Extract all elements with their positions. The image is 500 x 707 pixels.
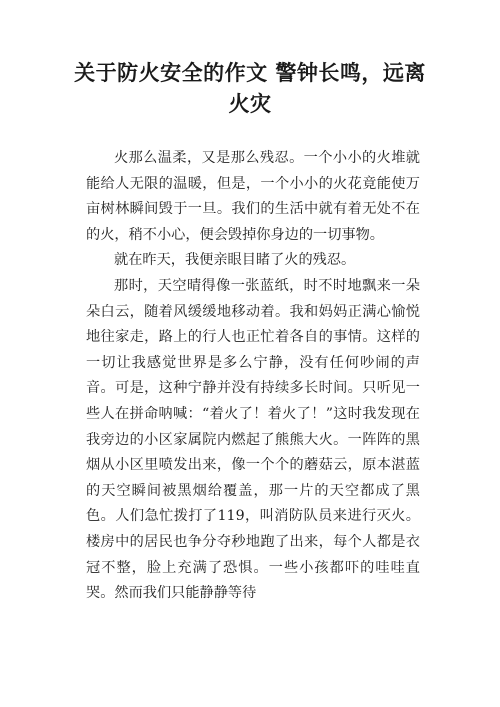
paragraph-1: 火那么温柔，又是那么残忍。一个小小的火堆就能给人无限的温暖，但是，一个小小的火花竟能使万亩树林瞬间毁于一旦。我们的生活中就有着无处不在的火，稍不小心，便会毁掉你身边的一切事物。: [86, 150, 420, 243]
document-title: 关于防火安全的作文 警钟长鸣，远离火灾: [74, 61, 426, 116]
paragraph-3: 那时，天空晴得像一张蓝纸，时不时地飘来一朵朵白云，随着风缓缓地移动着。我和妈妈正满心愉悦地往家走，路上的行人也正忙着各自的事情。这样的一切让我感觉世界是多么宁静，没有任何吵闹的声音。可是，这种宁静并没有持续多长时间。只听见一些人在拼命呐喊：“着火了！着火了！”这时我发现在我旁边的小区家属院内燃起了熊熊大火。一阵阵的黑烟从小区里喷发出来，像一个个的蘑菇云，原本湛蓝的天空瞬间被黑烟给覆盖，那一片的天空都成了黑色。人们急忙拨打了119，叫消防队员来进行灭火。楼房中的居民也争分夺秒地跑了出来，每个人都是衣冠不整，脸上充满了恐惧。一些小孩都吓的哇哇直哭。然而我们只能静静等待: [86, 277, 420, 602]
paragraph-2: 就在昨天，我便亲眼目睹了火的残忍。: [114, 252, 356, 269]
document-body: [86, 146, 420, 607]
